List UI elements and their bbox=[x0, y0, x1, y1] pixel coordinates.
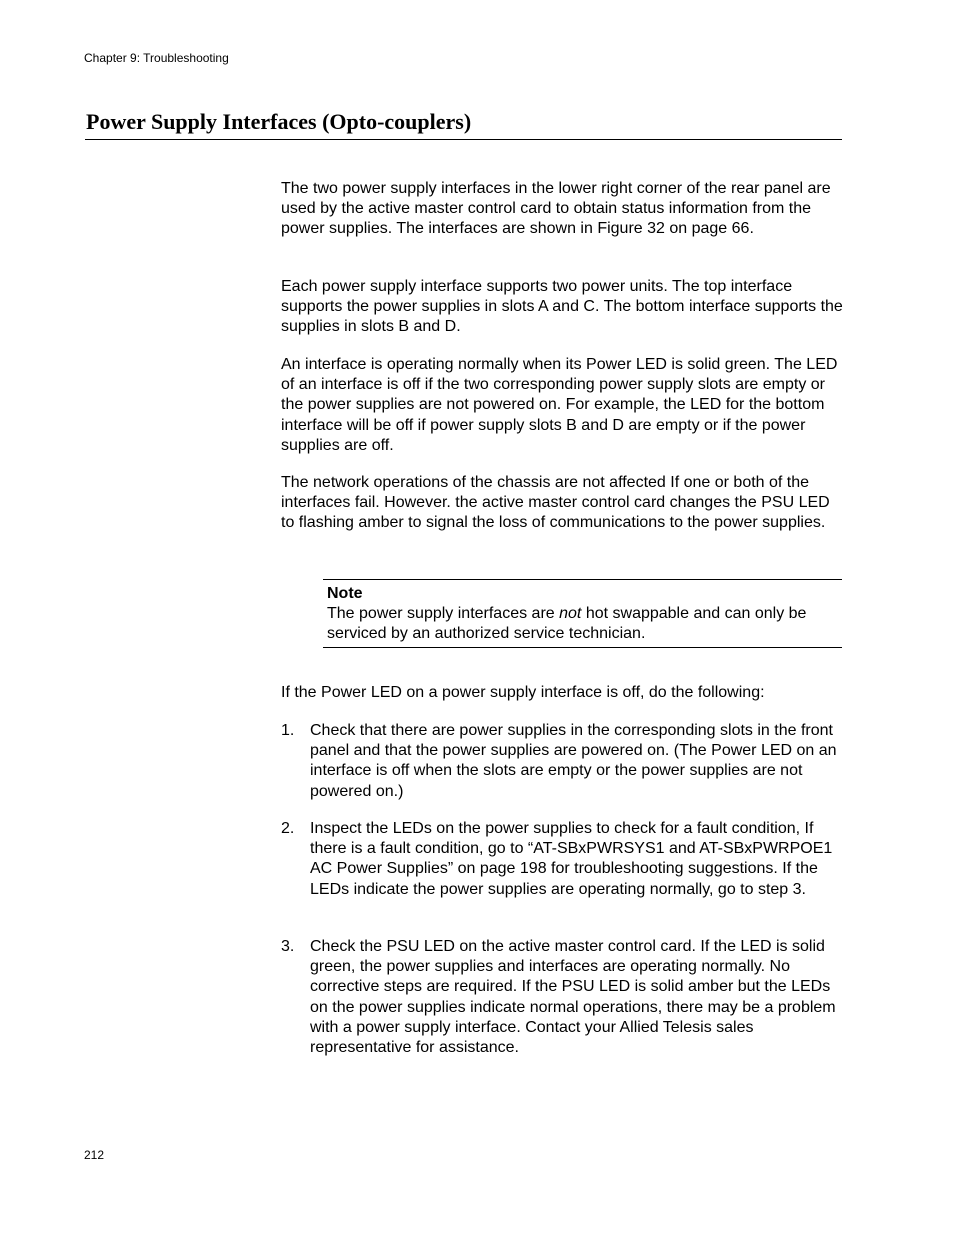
title-rule bbox=[85, 139, 842, 140]
paragraph-interfaces-overview: The two power supply interfaces in the lower right corner of the rear panel are used by the active master control card to obtain status information from the power supplies. The interfaces are shown in Figure 32 on page 66. bbox=[281, 180, 831, 238]
paragraph-network-operations: The network operations of the chassis are not affected If one or both of the interfaces fail. However. the active master control card changes the PSU LED to flashing amber to signal the loss of communications to the power supplies. bbox=[281, 474, 830, 532]
note-heading: Note bbox=[327, 585, 363, 602]
note-text-before: The power supply interfaces are bbox=[327, 605, 560, 622]
step-number: 3. bbox=[281, 938, 295, 955]
running-header: Chapter 9: Troubleshooting bbox=[84, 51, 229, 65]
page-number: 212 bbox=[84, 1148, 105, 1162]
note-emphasis: not bbox=[559, 605, 582, 622]
section-title: Power Supply Interfaces (Opto-couplers) bbox=[86, 109, 472, 134]
paragraph-power-units: Each power supply interface supports two power units. The top interface supports the power supplies in slots A and C. The bottom interface supports the supplies in slots B and D. bbox=[281, 278, 843, 336]
step-number: 2. bbox=[281, 820, 295, 837]
step-number: 1. bbox=[281, 722, 295, 739]
step-text: Check the PSU LED on the active master control card. If the LED is solid green, the power supplies and interfaces are operating normally. No corrective steps are required. If the PSU LED is solid amber but the LEDs on the power supplies indicate normal operations, there may be a problem with a power supply interface. Contact your Allied Telesis sales representative for assistance. bbox=[310, 938, 836, 1057]
step-text: Inspect the LEDs on the power supplies to check for a fault condition, If there is a fault condition, go to “AT-SBxPWRSYS1 and AT-SBxPWRPOE1 AC Power Supplies” on page 198 for troubleshooting suggestions. If the LEDs indicate the power supplies are operating normally, go to step 3. bbox=[310, 820, 833, 898]
step-text: Check that there are power supplies in the corresponding slots in the front panel and that the power supplies are powered on. (The Power LED on an interface is off when the slots are empty or the power supplies are not powered on.) bbox=[310, 722, 837, 800]
note-box bbox=[323, 579, 842, 648]
procedure-intro: If the Power LED on a power supply interface is off, do the following: bbox=[281, 684, 765, 701]
note-text-after: hot swappable and can only be serviced by an authorized service technician. bbox=[327, 605, 807, 643]
paragraph-power-led: An interface is operating normally when its Power LED is solid green. The LED of an interface is off if the two corresponding power supply slots are empty or the power supplies are not powered on. For example, the LED for the bottom interface will be off if power supply slots B and D are empty or if the power supplies are off. bbox=[281, 356, 838, 454]
note-text bbox=[327, 604, 842, 644]
